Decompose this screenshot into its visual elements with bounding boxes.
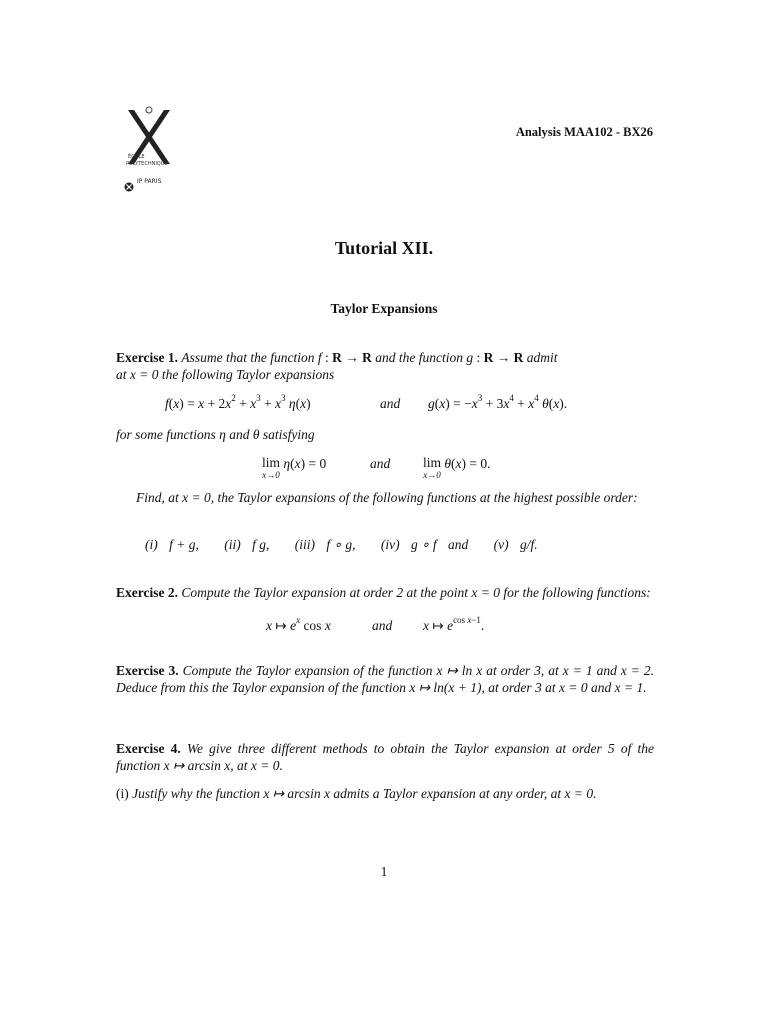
exercise-3-label: Exercise 3. xyxy=(116,663,179,678)
and-word-1: and xyxy=(380,396,401,411)
exercise-1-items: (i) f + g, (ii) f g, (iii) f ∘ g, (iv) g ∘ f and (v) g/f. xyxy=(145,537,538,552)
function-exp-cos: x ↦ $e^x$ cos x xyxy=(266,614,331,633)
ip-paris-icon xyxy=(124,177,134,187)
and-word-3: and xyxy=(372,618,393,633)
logo-text-ip-paris: IP PARIS xyxy=(137,178,162,185)
page-title: Tutorial XII. xyxy=(334,238,434,258)
ecole-polytechnique-logo xyxy=(118,104,180,194)
exercise-4-label: Exercise 4. xyxy=(116,741,181,756)
function-exp-cos-minus-1: x ↦ $e^{cos x-1}$. xyxy=(423,614,485,633)
page-subtitle: Taylor Expansions xyxy=(330,301,438,316)
taylor-expansion-f: $f(x) = x + 2x^2 + x^3 + x^3$ η(x) xyxy=(165,392,311,411)
logo-text-ecole: ÉCOLE xyxy=(128,154,145,160)
course-header: Analysis MAA102 - BX26 xyxy=(515,125,653,139)
exercise-4-text: Exercise 4. We give three different methods to obtain the Taylor expansion at order 5 of the function x ↦ arcsin x, at x = 0. xyxy=(116,741,655,773)
exercise-2-text: Exercise 2. Compute the Taylor expansion at order 2 at the point x = 0 for the following functions: xyxy=(116,585,651,600)
limit-eta: lim x→0 η(x) = 0 xyxy=(262,455,327,480)
exercise-1-intro: Exercise 1. Assume that the function f : R → R and the function g : R → R admit at x = 0 the following Taylor expansions xyxy=(116,350,558,382)
exercise-3-text: Exercise 3. Compute the Taylor expansion of the function x ↦ ln x at order 3, at x = 1 and x = 2. Deduce from this the Taylor expansion of the function x ↦ ln(x + 1), at order 3 at x = 0 and x = 1. xyxy=(116,663,655,695)
and-word-2: and xyxy=(370,456,391,471)
limit-theta: lim x→0 θ(x) = 0. xyxy=(423,455,491,480)
page-number: 1 xyxy=(380,864,388,879)
exercise-4-part-i: (i) Justify why the function x ↦ arcsin x admits a Taylor expansion at any order, at x = 0. xyxy=(116,786,597,801)
exercise-1-label: Exercise 1. xyxy=(116,350,178,365)
exercise-1-find: Find, at x = 0, the Taylor expansions of the following functions at the highest possible order: xyxy=(136,490,638,505)
taylor-expansion-g: $g(x) = -x^3 + 3x^4 + x^4$ θ(x). xyxy=(428,392,568,411)
logo-text-polytechnique: POLYTECHNIQUE xyxy=(126,161,168,167)
exercise-1-satisfying: for some functions η and θ satisfying xyxy=(116,427,315,442)
exercise-2-label: Exercise 2. xyxy=(116,585,178,600)
